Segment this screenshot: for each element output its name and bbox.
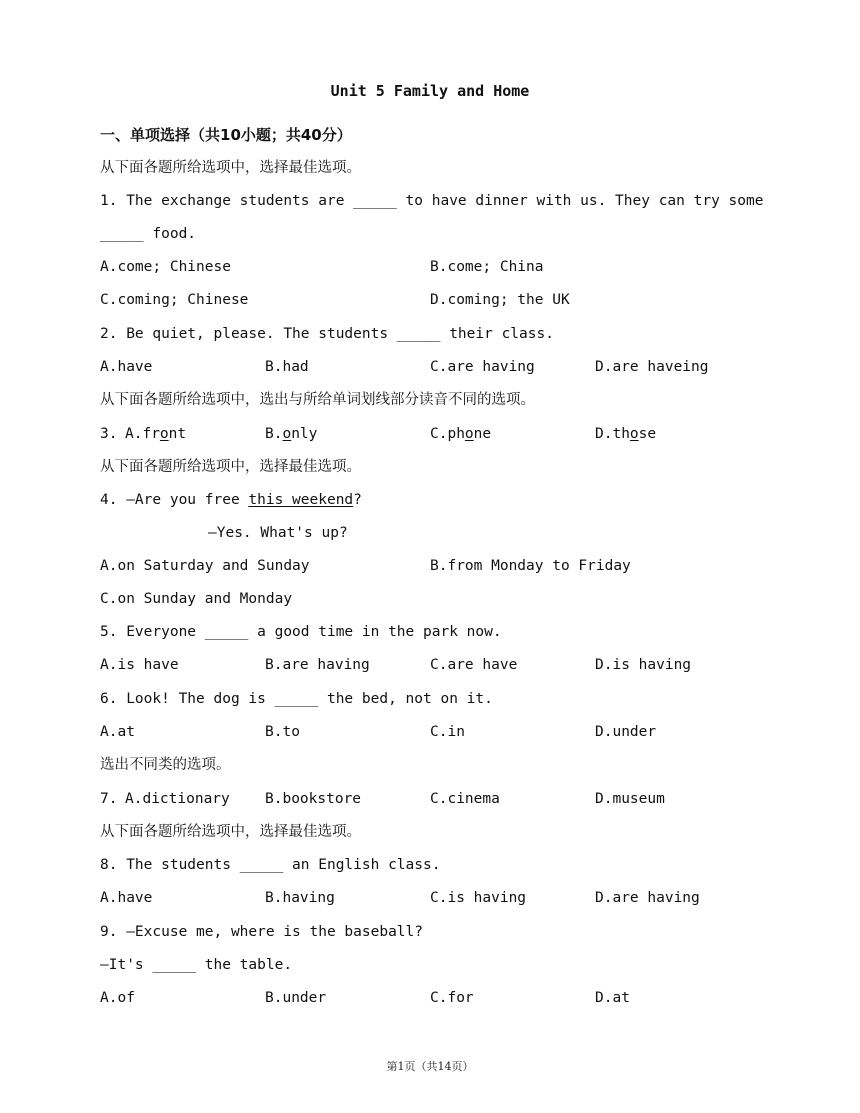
question-1-line1: 1. The exchange students are _____ to have dinner with us. They can try some	[100, 193, 764, 209]
q8-option-b[interactable]: B.having	[265, 890, 335, 906]
instruction-odd-one-out: 选出不同类的选项。	[100, 757, 231, 773]
q8-option-a[interactable]: A.have	[100, 890, 153, 906]
question-9: 9. —Excuse me, where is the baseball?	[100, 924, 424, 940]
q2-option-a[interactable]: A.have	[100, 359, 153, 375]
q1-option-b[interactable]: B.come; China	[430, 259, 544, 275]
q7-option-a[interactable]: A.dictionary	[125, 791, 230, 807]
question-7-number: 7.	[100, 791, 118, 807]
question-4-reply: —Yes. What's up?	[208, 525, 348, 541]
question-3-number: 3.	[100, 426, 118, 442]
q1-option-a[interactable]: A.come; Chinese	[100, 259, 231, 275]
document-title: Unit 5 Family and Home	[330, 82, 530, 100]
q1-option-d[interactable]: D.coming; the UK	[430, 292, 570, 308]
q2-option-b[interactable]: B.had	[265, 359, 309, 375]
q4-option-c[interactable]: C.on Sunday and Monday	[100, 591, 293, 607]
instruction-best: 从下面各题所给选项中，选择最佳选项。	[100, 160, 361, 176]
question-4: 4. —Are you free this weekend?	[100, 492, 362, 508]
q7-option-c[interactable]: C.cinema	[430, 791, 500, 807]
q1-option-c[interactable]: C.coming; Chinese	[100, 292, 249, 308]
question-2: 2. Be quiet, please. The students _____ their class.	[100, 326, 554, 342]
underlined-phrase: this weekend	[248, 492, 354, 508]
page-footer: 第1页（共14页）	[386, 1060, 474, 1073]
q3-option-b[interactable]: B.only	[265, 426, 318, 442]
q7-option-b[interactable]: B.bookstore	[265, 791, 362, 807]
q5-option-c[interactable]: C.are have	[430, 657, 518, 673]
question-1-line2: _____ food.	[100, 226, 197, 242]
section-heading: 一、单项选择（共10小题；共40分）	[100, 126, 352, 144]
q9-option-c[interactable]: C.for	[430, 990, 474, 1006]
instruction-pronunciation: 从下面各题所给选项中，选出与所给单词划线部分读音不同的选项。	[100, 392, 535, 408]
q3-option-d[interactable]: D.those	[595, 426, 657, 442]
q2-option-c[interactable]: C.are having	[430, 359, 535, 375]
question-6: 6. Look! The dog is _____ the bed, not on it.	[100, 691, 493, 707]
instruction-best-2: 从下面各题所给选项中，选择最佳选项。	[100, 459, 361, 475]
q6-option-b[interactable]: B.to	[265, 724, 300, 740]
q4-option-a[interactable]: A.on Saturday and Sunday	[100, 558, 310, 574]
q8-option-c[interactable]: C.is having	[430, 890, 527, 906]
q9-option-d[interactable]: D.at	[595, 990, 630, 1006]
q5-option-a[interactable]: A.is have	[100, 657, 179, 673]
q6-option-d[interactable]: D.under	[595, 724, 657, 740]
question-5: 5. Everyone _____ a good time in the park now.	[100, 624, 502, 640]
instruction-best-3: 从下面各题所给选项中，选择最佳选项。	[100, 824, 361, 840]
q5-option-b[interactable]: B.are having	[265, 657, 370, 673]
q9-option-b[interactable]: B.under	[265, 990, 327, 1006]
q3-option-c[interactable]: C.phone	[430, 426, 492, 442]
q5-option-d[interactable]: D.is having	[595, 657, 692, 673]
question-9-reply: —It's _____ the table.	[100, 957, 293, 973]
q2-option-d[interactable]: D.are haveing	[595, 359, 709, 375]
q8-option-d[interactable]: D.are having	[595, 890, 700, 906]
question-8: 8. The students _____ an English class.	[100, 857, 441, 873]
q6-option-a[interactable]: A.at	[100, 724, 135, 740]
q3-option-a[interactable]: A.front	[125, 426, 187, 442]
q4-option-b[interactable]: B.from Monday to Friday	[430, 558, 631, 574]
q6-option-c[interactable]: C.in	[430, 724, 465, 740]
q7-option-d[interactable]: D.museum	[595, 791, 665, 807]
q9-option-a[interactable]: A.of	[100, 990, 135, 1006]
